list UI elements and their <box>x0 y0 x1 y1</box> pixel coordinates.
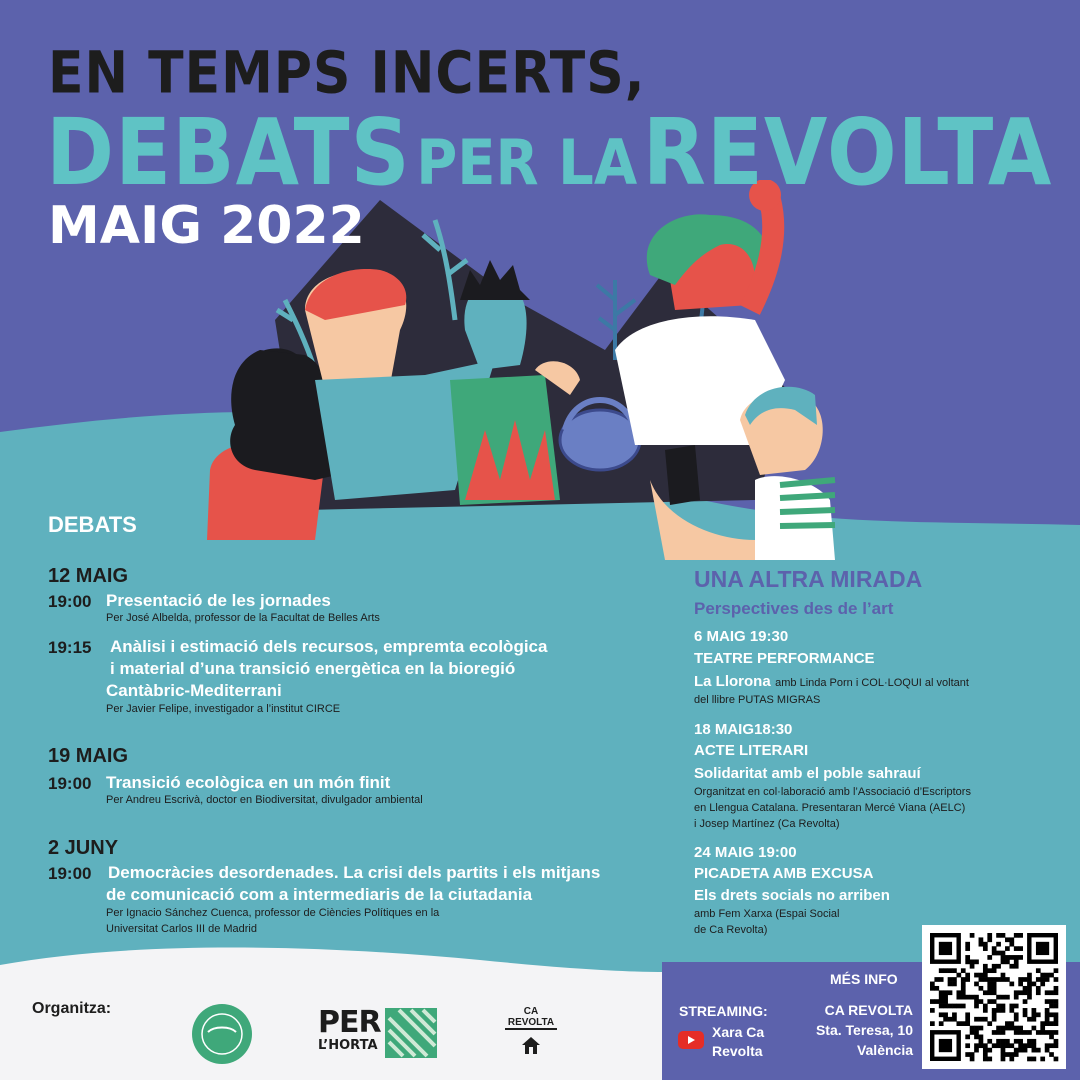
session-title: Presentació de les jornades <box>106 591 331 610</box>
session-speaker: Per Ignacio Sánchez Cuenca, professor de Ciències Polítiques en la <box>106 907 440 919</box>
event-category: TEATRE PERFORMANCE <box>694 650 875 667</box>
event-category: ACTE LITERARI <box>694 742 809 759</box>
address-city: València <box>856 1042 913 1058</box>
title-line-2 <box>46 100 1052 206</box>
ca-revolta-line1: CA <box>523 1006 539 1017</box>
mes-info-label: MÉS INFO <box>830 971 898 987</box>
session-title-line: Cantàbric-Mediterrani <box>106 681 282 700</box>
ca-revolta-line2: REVOLTA <box>505 1017 557 1030</box>
event-title-row <box>694 673 969 691</box>
session-title-line: Democràcies desordenades. La crisi dels partits i els mitjans <box>108 863 601 882</box>
per-lhorta-line1: PER <box>318 1005 381 1040</box>
session-title-line: Anàlisi i estimació dels recursos, empremta ecològica <box>110 637 548 656</box>
session-time: 19:00 <box>48 864 92 883</box>
stream-link-line1[interactable]: Xara Ca <box>712 1024 765 1040</box>
event-desc: en Llengua Catalana. Presentaran Mercé Viana (AELC) <box>694 802 966 814</box>
streaming-label: STREAMING: <box>679 1003 768 1019</box>
event-desc: amb Fem Xarxa (Espai Social <box>694 908 840 920</box>
session-speaker: Per Andreu Escrivà, doctor en Biodiversitat, divulgador ambiental <box>106 794 423 806</box>
title-revolta: REVOLTA <box>642 100 1053 207</box>
event-desc: i Josep Martínez (Ca Revolta) <box>694 818 840 830</box>
youtube-icon[interactable] <box>678 1031 704 1049</box>
session-speaker: Universitat Carlos III de Madrid <box>106 923 257 935</box>
title-line-1: EN TEMPS INCERTS, <box>48 40 646 108</box>
debats-heading: DEBATS <box>48 512 137 537</box>
mirada-heading: UNA ALTRA MIRADA <box>694 566 923 592</box>
per-lhorta-logo <box>318 1005 381 1054</box>
title-date: MAIG 2022 <box>48 196 365 256</box>
event-category: PICADETA AMB EXCUSA <box>694 865 874 882</box>
title-per-la: PER LA <box>416 126 638 200</box>
mirada-subheading: Perspectives des de l’art <box>694 599 894 618</box>
event-desc: Organitzat en col·laboració amb l’Associació d’Escriptors <box>694 786 971 798</box>
qr-code-pattern <box>922 925 1066 1069</box>
date-2-juny: 2 JUNY <box>48 837 119 859</box>
address-name: CA REVOLTA <box>824 1002 913 1018</box>
event-date: 18 MAIG18:30 <box>694 721 793 738</box>
session-time: 19:15 <box>48 638 92 657</box>
ca-revolta-logo <box>505 1006 557 1061</box>
event-title: La Llorona <box>694 673 771 690</box>
session-speaker: Per Javier Felipe, investigador a l’institut CIRCE <box>106 703 341 715</box>
event-date: 24 MAIG 19:00 <box>694 844 797 861</box>
stream-link-line2[interactable]: Revolta <box>712 1043 763 1059</box>
session-title-line: de comunicació com a intermediaris de la ciutadania <box>106 885 533 904</box>
organitza-label: Organitza: <box>32 1000 112 1017</box>
house-icon <box>520 1034 542 1056</box>
per-lhorta-emblem <box>385 1008 437 1058</box>
session-speaker: Per José Albelda, professor de la Facultat de Belles Arts <box>106 612 380 624</box>
event-desc: del llibre PUTAS MIGRAS <box>694 694 821 706</box>
address-street: Sta. Teresa, 10 <box>815 1022 913 1038</box>
date-12-maig: 12 MAIG <box>48 565 129 587</box>
event-title: Solidaritat amb el poble sahrauí <box>694 765 921 782</box>
joventut-pel-clima-logo <box>190 1002 254 1066</box>
event-date: 6 MAIG 19:30 <box>694 628 789 645</box>
event-desc: amb Linda Porn i COL·LOQUI al voltant <box>775 677 969 689</box>
event-desc: de Ca Revolta) <box>694 924 768 936</box>
title-debats: DEBATS <box>46 100 411 207</box>
date-19-maig: 19 MAIG <box>48 745 129 767</box>
session-title-line: i material d’una transició energètica en la bioregió <box>110 659 516 678</box>
session-time: 19:00 <box>48 592 92 611</box>
session-time: 19:00 <box>48 774 92 793</box>
event-title: Els drets socials no arriben <box>694 887 890 904</box>
per-lhorta-line2: L’HORTA <box>318 1038 378 1053</box>
session-title: Transició ecològica en un món finit <box>106 773 391 792</box>
qr-code[interactable] <box>922 925 1066 1069</box>
